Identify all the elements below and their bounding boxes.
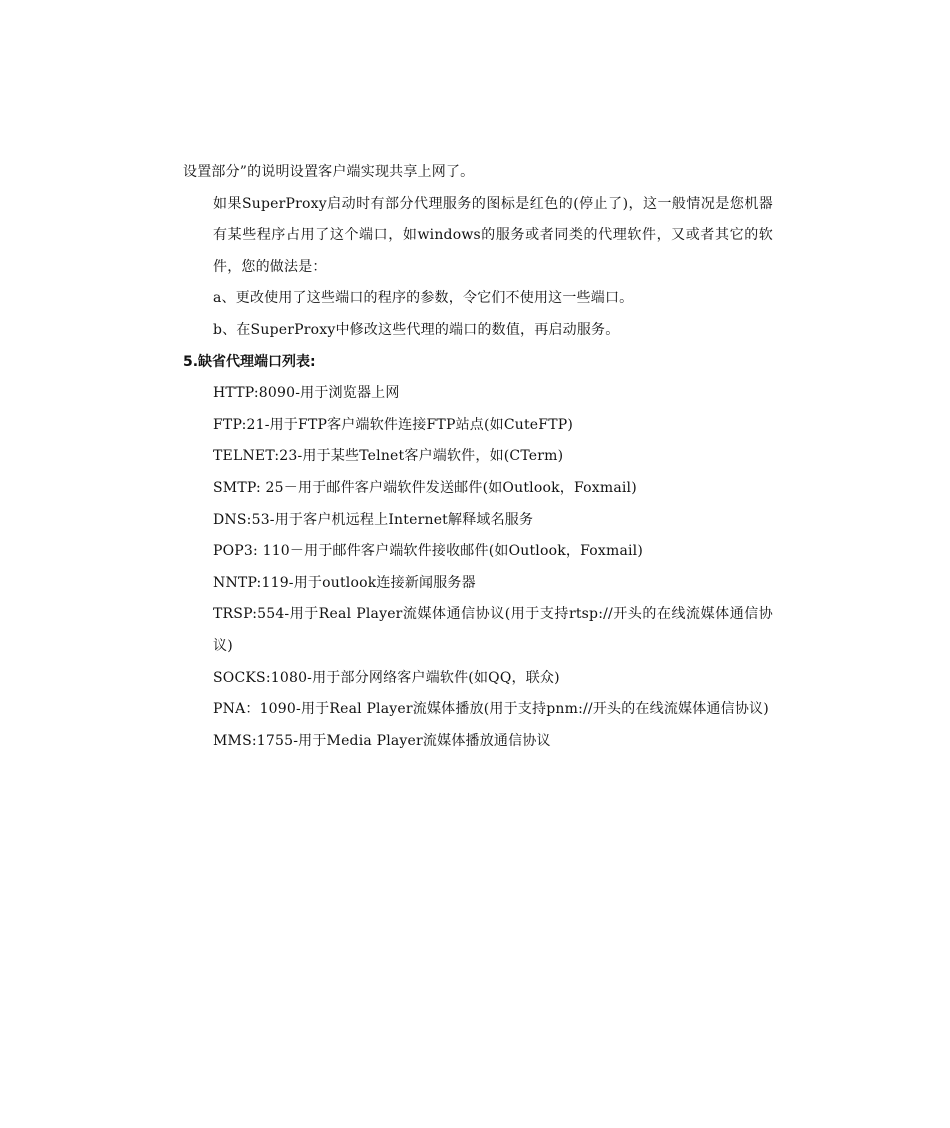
port-item-socks: SOCKS:1080-用于部分网络客户端软件(如QQ，联众) bbox=[213, 669, 560, 686]
port-item-trsp: TRSP:554-用于Real Player流媒体通信协议(用于支持rtsp://开头的在线流媒体通信协议) bbox=[213, 606, 773, 654]
document-page bbox=[183, 157, 773, 757]
port-list bbox=[183, 378, 773, 757]
port-item-http: HTTP:8090-用于浏览器上网 bbox=[213, 385, 400, 402]
port-item-nntp: NNTP:119-用于outlook连接新闻服务器 bbox=[213, 574, 476, 591]
paragraph-option-a: a、更改使用了这些端口的程序的参数，令它们不使用这一些端口。 bbox=[213, 290, 634, 307]
section-heading-default-ports: 5.缺省代理端口列表: bbox=[183, 353, 316, 370]
port-item-dns: DNS:53-用于客户机远程上Internet解释域名服务 bbox=[213, 511, 534, 528]
port-item-smtp: SMTP: 25－用于邮件客户端软件发送邮件(如Outlook，Foxmail) bbox=[213, 479, 637, 496]
paragraph-continuation: 设置部分”的说明设置客户端实现共享上网了。 bbox=[183, 164, 475, 180]
port-item-pop3: POP3: 110－用于邮件客户端软件接收邮件(如Outlook，Foxmail) bbox=[213, 543, 644, 560]
port-item-pna: PNA：1090-用于Real Player流媒体播放(用于支持pnm://开头的在线流媒体通信协议) bbox=[213, 701, 769, 718]
port-item-mms: MMS:1755-用于Media Player流媒体播放通信协议 bbox=[213, 732, 551, 749]
paragraph-option-b: b、在SuperProxy中修改这些代理的端口的数值，再启动服务。 bbox=[213, 321, 620, 338]
port-item-telnet: TELNET:23-用于某些Telnet客户端软件，如(CTerm) bbox=[213, 448, 564, 465]
port-item-ftp: FTP:21-用于FTP客户端软件连接FTP站点(如CuteFTP) bbox=[213, 416, 574, 433]
paragraph-superproxy-red-icons: 如果SuperProxy启动时有部分代理服务的图标是红色的(停止了)，这一般情况是您机器有某些程序占用了这个端口，如windows的服务或者同类的代理软件，又或者其它的软件，您的做法是： bbox=[213, 195, 773, 275]
